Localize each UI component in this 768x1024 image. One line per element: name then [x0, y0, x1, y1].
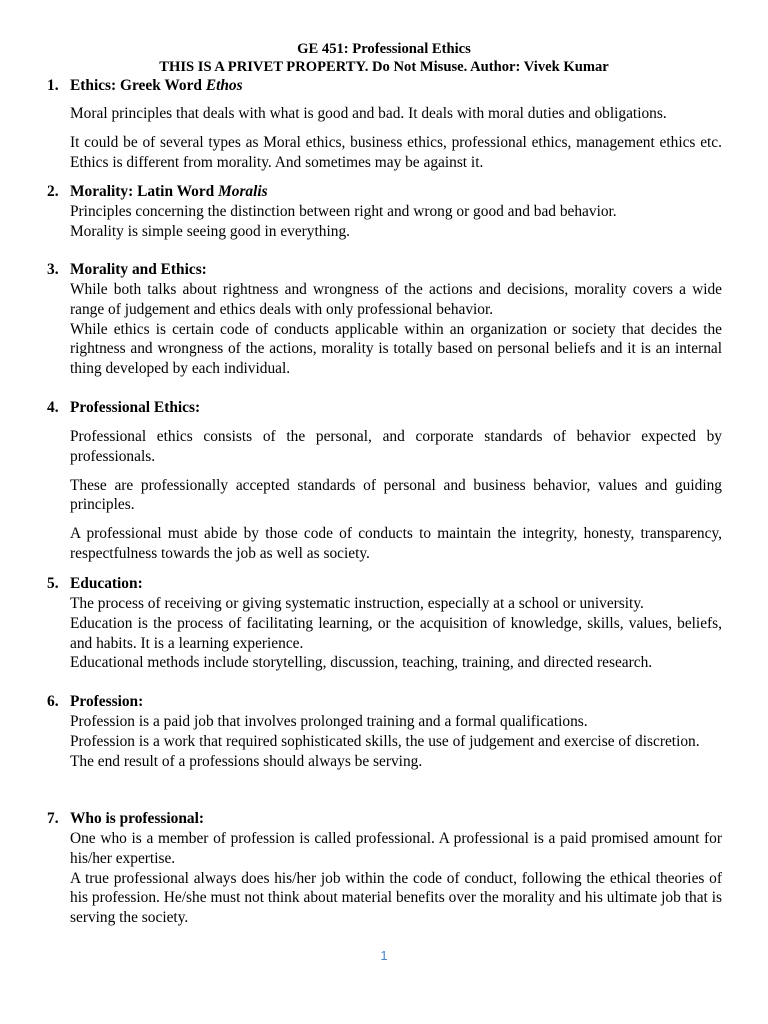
section-heading	[47, 76, 722, 96]
section-heading	[47, 692, 722, 712]
section-title: Profession:	[70, 693, 144, 710]
section-professional-ethics	[47, 398, 722, 564]
section-title: Who is professional:	[70, 810, 204, 827]
section-title: Education:	[70, 575, 143, 592]
section-number: 7.	[47, 810, 59, 827]
paragraph: It could be of several types as Moral ethics, business ethics, professional ethics, management ethics etc. Ethics is different from morality. And sometimes may be against it.	[70, 133, 722, 171]
section-title: Morality: Latin Word Moralis	[70, 183, 268, 200]
section-heading	[47, 398, 722, 418]
section-who-is-professional	[47, 809, 722, 928]
section-ethics	[47, 76, 722, 172]
section-morality-and-ethics	[47, 260, 722, 379]
section-heading	[47, 809, 722, 829]
section-heading	[47, 260, 722, 280]
section-number: 5.	[47, 575, 59, 592]
paragraph: Profession is a work that required sophisticated skills, the use of judgement and exercise of discretion.	[70, 732, 700, 750]
paragraph: While both talks about rightness and wrongness of the actions and decisions, morality covers a wide range of judgement and ethics deals with only professional behavior.	[70, 281, 722, 318]
paragraph: The end result of a professions should always be serving.	[70, 752, 423, 770]
section-heading	[47, 574, 722, 594]
section-education	[47, 574, 722, 673]
section-number: 6.	[47, 693, 59, 710]
section-profession	[47, 692, 722, 771]
paragraph: Professional ethics consists of the personal, and corporate standards of behavior expected by professionals.	[70, 428, 722, 465]
section-number: 3.	[47, 261, 59, 278]
section-number: 4.	[47, 399, 59, 416]
paragraph: The process of receiving or giving systematic instruction, especially at a school or university.	[70, 595, 644, 612]
paragraph: While ethics is certain code of conducts applicable within an organization or society that decides the rightness and wrongness of the actions, morality is totally based on personal beliefs and it is an internal thing developed by each individual.	[70, 320, 722, 378]
paragraph: Morality is simple seeing good in everything.	[70, 222, 350, 240]
paragraph: A professional must abide by those code of conducts to maintain the integrity, honesty, transparency, respectfulness towards the job as well as society.	[70, 525, 722, 562]
section-heading	[47, 182, 722, 202]
section-title: Ethics: Greek Word Ethos	[70, 77, 243, 94]
paragraph: Educational methods include storytelling, discussion, teaching, training, and directed research.	[70, 654, 653, 672]
section-title: Morality and Ethics:	[70, 261, 207, 278]
paragraph: These are professionally accepted standards of personal and business behavior, values and guiding principles.	[70, 476, 722, 514]
page-number: 1	[380, 948, 388, 963]
paragraph: Principles concerning the distinction between right and wrong or good and bad behavior.	[70, 203, 617, 220]
section-title: Professional Ethics:	[70, 399, 201, 416]
paragraph: Education is the process of facilitating learning, or the acquisition of knowledge, skills, values, beliefs, and habits. It is a learning experience.	[70, 614, 722, 652]
paragraph: Moral principles that deals with what is good and bad. It deals with moral duties and obligations.	[70, 105, 667, 122]
paragraph: Profession is a paid job that involves prolonged training and a formal qualifications.	[70, 713, 588, 730]
paragraph: One who is a member of profession is called professional. A professional is a paid promised amount for his/her expertise.	[70, 830, 722, 867]
paragraph: A true professional always does his/her job within the code of conduct, following the ethical theories of his profession. He/she must not think about material benefits over the morality and his ultimate job that is serving the society.	[70, 869, 722, 927]
course-title: GE 451: Professional Ethics	[297, 41, 471, 57]
section-morality	[47, 182, 722, 242]
copyright-notice: THIS IS A PRIVET PROPERTY. Do Not Misuse. Author: Vivek Kumar	[159, 59, 609, 75]
section-number: 2.	[47, 183, 59, 200]
section-number: 1.	[47, 77, 59, 94]
